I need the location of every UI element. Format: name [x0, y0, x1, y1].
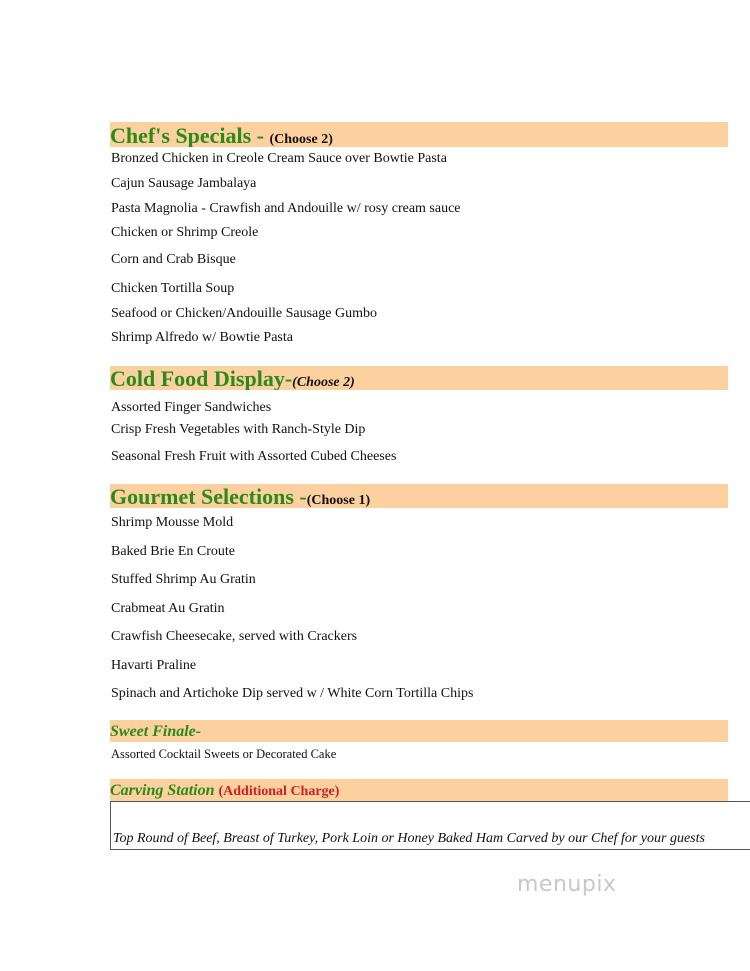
carving-station-header: [110, 779, 728, 801]
menu-item: Seasonal Fresh Fruit with Assorted Cubed Cheeses: [111, 449, 397, 464]
menu-item: Corn and Crab Bisque: [111, 252, 236, 267]
menu-item: Crisp Fresh Vegetables with Ranch-Style Dip: [111, 422, 366, 437]
menu-item: Spinach and Artichoke Dip served w / White Corn Tortilla Chips: [111, 686, 474, 701]
menu-item: Assorted Cocktail Sweets or Decorated Cake: [111, 747, 337, 761]
menu-item: Stuffed Shrimp Au Gratin: [111, 572, 256, 587]
gourmet-title: Gourmet Selections -: [110, 484, 307, 508]
menu-item: Baked Brie En Croute: [111, 544, 236, 559]
menu-item: Shrimp Alfredo w/ Bowtie Pasta: [111, 330, 293, 345]
menu-item: Bronzed Chicken in Creole Cream Sauce over Bowtie Pasta: [111, 151, 447, 166]
menu-item: Crawfish Cheesecake, served with Crackers: [111, 629, 358, 644]
menupix-watermark: menupix: [517, 872, 617, 897]
chef-specials-title: Chef's Specials -: [110, 123, 270, 147]
cold-food-choose: (Choose 2): [292, 375, 355, 390]
carving-station-description: Top Round of Beef, Breast of Turkey, Pork Loin or Honey Baked Ham Carved by our Chef for your guests: [113, 831, 705, 846]
carving-station-title: Carving Station: [110, 782, 215, 799]
menu-item: Chicken or Shrimp Creole: [111, 225, 259, 240]
gourmet-header: [110, 484, 728, 508]
cold-food-title: Cold Food Display-: [110, 366, 293, 390]
menu-item: Assorted Finger Sandwiches: [111, 400, 272, 415]
cold-food-header: [110, 366, 728, 390]
menu-item: Pasta Magnolia - Crawfish and Andouille w/ rosy cream sauce: [111, 201, 461, 216]
menu-item: Crabmeat Au Gratin: [111, 601, 225, 616]
chef-specials-header: [110, 122, 728, 147]
chef-specials-choose: (Choose 2): [269, 132, 333, 147]
menu-item: Seafood or Chicken/Andouille Sausage Gumbo: [111, 306, 377, 321]
menu-item: Shrimp Mousse Mold: [111, 515, 234, 530]
menu-item: Chicken Tortilla Soup: [111, 281, 235, 296]
gourmet-choose: (Choose 1): [306, 493, 371, 508]
sweet-finale-header: [110, 720, 728, 742]
menu-item: Havarti Praline: [111, 658, 197, 673]
sweet-finale-title: Sweet Finale-: [110, 723, 202, 740]
menu-item: Cajun Sausage Jambalaya: [111, 176, 257, 191]
carving-station-box: [110, 801, 750, 850]
carving-station-charge: (Additional Charge): [218, 784, 340, 799]
